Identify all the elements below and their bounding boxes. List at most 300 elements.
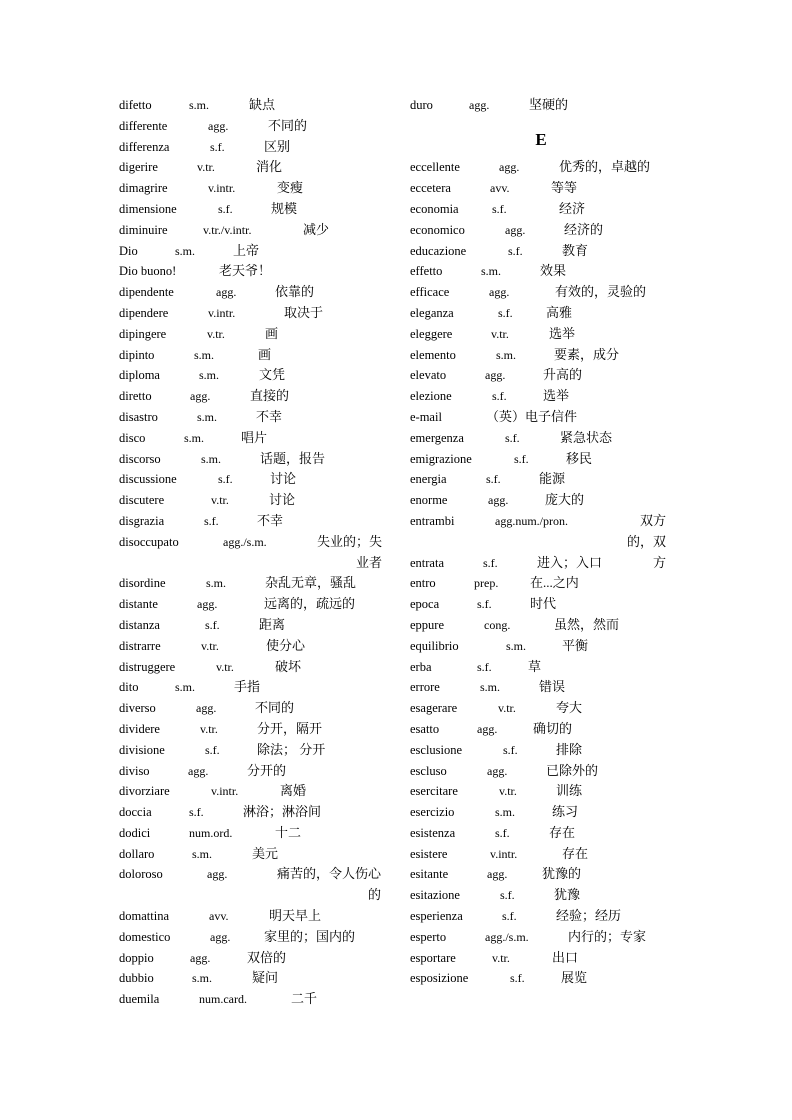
translation: 淋浴；淋浴间 — [243, 804, 322, 820]
part-of-speech: s.m. — [481, 264, 502, 279]
entry-doppio — [119, 948, 387, 969]
headword: diploma — [119, 368, 160, 383]
translation: 老天爷！ — [219, 263, 272, 279]
translation: 时代 — [530, 596, 557, 612]
translation: 不同的 — [255, 700, 295, 716]
translation: 使分心 — [266, 637, 306, 653]
part-of-speech: v.tr. — [201, 638, 219, 653]
headword: disastro — [119, 409, 158, 424]
translation: 变瘦 — [277, 180, 304, 196]
part-of-speech: agg. — [487, 763, 508, 778]
headword: erba — [410, 659, 432, 674]
part-of-speech: agg. — [469, 98, 490, 112]
translation: 练习 — [552, 804, 579, 820]
entry-diviso — [119, 761, 387, 782]
part-of-speech: s.m. — [189, 98, 210, 112]
headword: esistere — [410, 846, 448, 861]
headword: eleggere — [410, 326, 453, 341]
translation: 等等 — [551, 180, 578, 196]
translation: 缺点 — [249, 97, 276, 112]
headword: divisione — [119, 742, 165, 757]
headword: entro — [410, 576, 436, 591]
headword: equilibrio — [410, 638, 459, 653]
part-of-speech: v.tr. — [200, 721, 218, 736]
entry-e-mail — [410, 407, 672, 428]
entry-diminuire — [119, 220, 387, 241]
part-of-speech: agg. — [488, 493, 509, 508]
part-of-speech: s.m. — [197, 409, 218, 424]
entry-esatto — [410, 719, 672, 740]
part-of-speech: v.intr. — [208, 181, 236, 196]
translation: 选举 — [549, 325, 576, 341]
entry-dipendere — [119, 303, 387, 324]
translation: 内行的；专家 — [568, 928, 647, 944]
entry-disoccupato — [119, 532, 387, 574]
entry-eccellente — [410, 157, 672, 178]
translation: 选举 — [543, 388, 570, 404]
entry-enorme — [410, 490, 672, 511]
headword: disgrazia — [119, 513, 165, 528]
translation: 经济的 — [564, 221, 604, 237]
headword: energia — [410, 472, 447, 487]
part-of-speech: s.m. — [480, 680, 501, 695]
translation: 明天早上 — [269, 908, 322, 924]
translation: （英）电子信件 — [486, 408, 578, 424]
part-of-speech: s.f. — [218, 472, 233, 487]
entry-distrarre — [119, 636, 387, 657]
entry-dollaro — [119, 844, 387, 865]
translation: 教育 — [562, 242, 589, 258]
headword: esportare — [410, 950, 456, 965]
part-of-speech: s.m. — [206, 576, 227, 591]
part-of-speech: s.m. — [199, 368, 220, 383]
part-of-speech: s.f. — [210, 139, 225, 154]
part-of-speech: agg. — [197, 597, 218, 612]
entry-disordine — [119, 573, 387, 594]
headword: discorso — [119, 451, 161, 466]
headword: effetto — [410, 264, 443, 279]
part-of-speech: v.tr. — [207, 326, 225, 341]
translation: 犹豫的 — [542, 866, 582, 882]
part-of-speech: s.f. — [510, 971, 525, 986]
translation: 直接的 — [250, 388, 290, 404]
translation: 分开的 — [247, 762, 287, 778]
headword: eppure — [410, 617, 445, 632]
entry-dipendente — [119, 282, 387, 303]
headword: esperto — [410, 929, 447, 944]
headword: esitazione — [410, 888, 460, 903]
headword: eleganza — [410, 305, 454, 320]
entry-elevato — [410, 365, 672, 386]
translation: 上帝 — [233, 242, 260, 258]
entry-esposizione — [410, 968, 672, 989]
headword: esercizio — [410, 805, 455, 820]
headword: disordine — [119, 576, 166, 591]
translation: 分开，隔开 — [257, 720, 323, 736]
entry-doloroso — [119, 864, 387, 906]
part-of-speech: agg. — [477, 721, 498, 736]
headword: dipendente — [119, 285, 174, 300]
part-of-speech: s.f. — [477, 659, 492, 674]
part-of-speech: agg.num./pron. — [495, 513, 568, 528]
headword: elevato — [410, 368, 447, 383]
translation: 有效的，灵验的 — [555, 284, 647, 300]
entry-effetto — [410, 261, 672, 282]
part-of-speech: v.tr./v.intr. — [203, 222, 252, 237]
headword: duemila — [119, 992, 160, 1007]
entry-diploma — [119, 365, 387, 386]
headword: efficace — [410, 285, 450, 300]
translation: 错误 — [539, 679, 566, 695]
headword: digerire — [119, 160, 158, 175]
entry-distante — [119, 594, 387, 615]
translation: 存在 — [549, 824, 576, 840]
translation: 坚硬的 — [529, 97, 569, 112]
part-of-speech: s.f. — [505, 430, 520, 445]
translation: 要素，成分 — [554, 346, 620, 362]
part-of-speech: v.intr. — [490, 846, 518, 861]
part-of-speech: s.f. — [508, 243, 523, 258]
translation: 距离 — [259, 616, 286, 632]
translation: 已除外的 — [546, 762, 599, 778]
headword: differenza — [119, 139, 170, 154]
part-of-speech: s.m. — [192, 846, 213, 861]
headword: esagerare — [410, 701, 458, 716]
entry-doccia — [119, 802, 387, 823]
translation: 训练 — [556, 783, 583, 799]
translation: 疑问 — [252, 970, 279, 986]
headword: e-mail — [410, 409, 442, 424]
headword: doloroso — [119, 867, 163, 882]
entry-esistenza — [410, 823, 672, 844]
translation: 在...之内 — [530, 575, 579, 591]
headword: distruggere — [119, 659, 176, 674]
translation: 经济 — [559, 200, 586, 216]
part-of-speech: s.f. — [486, 472, 501, 487]
entry-distanza — [119, 615, 387, 636]
part-of-speech: agg. — [207, 867, 228, 882]
translation: 展览 — [561, 970, 588, 986]
entry-eleganza — [410, 303, 672, 324]
part-of-speech: s.m. — [184, 430, 205, 445]
entry-equilibrio — [410, 636, 672, 657]
translation: 失业的；失业者 — [316, 533, 382, 570]
entry-esistere — [410, 844, 672, 865]
left-column — [119, 95, 387, 1010]
entry-disco — [119, 428, 387, 449]
translation: 画 — [265, 325, 279, 341]
part-of-speech: v.intr. — [208, 305, 236, 320]
entry-esercizio — [410, 802, 672, 823]
headword: errore — [410, 680, 440, 695]
entry-dubbio — [119, 968, 387, 989]
entry-energia — [410, 469, 672, 490]
entry-esitazione — [410, 885, 672, 906]
headword: entrambi — [410, 513, 455, 528]
part-of-speech: s.f. — [189, 805, 204, 820]
translation: 存在 — [562, 845, 589, 861]
part-of-speech: avv. — [209, 909, 229, 924]
headword: diretto — [119, 389, 152, 404]
entry-elemento — [410, 345, 672, 366]
entry-economia — [410, 199, 672, 220]
translation: 区别 — [264, 138, 291, 154]
entry-dipingere — [119, 324, 387, 345]
entry-dividere — [119, 719, 387, 740]
headword: dimensione — [119, 201, 177, 216]
entry-dito — [119, 677, 387, 698]
translation: 移民 — [566, 450, 593, 466]
part-of-speech: v.tr. — [499, 784, 517, 799]
part-of-speech: agg./s.m. — [223, 534, 267, 549]
translation: 经验；经历 — [556, 908, 622, 924]
translation: 虽然，然而 — [554, 616, 620, 632]
part-of-speech: s.m. — [506, 638, 527, 653]
entry-disastro — [119, 407, 387, 428]
part-of-speech: prep. — [474, 576, 499, 591]
part-of-speech: s.f. — [477, 597, 492, 612]
part-of-speech: s.m. — [194, 347, 215, 362]
part-of-speech: v.tr. — [491, 326, 509, 341]
entry-divisione — [119, 740, 387, 761]
entry-emergenza — [410, 428, 672, 449]
right-column — [410, 95, 672, 989]
translation: 犹豫 — [554, 887, 581, 903]
headword: dipendere — [119, 305, 169, 320]
entry-entrata — [410, 553, 672, 574]
part-of-speech: v.tr. — [197, 160, 215, 175]
translation: 杂乱无章，骚乱 — [265, 575, 357, 591]
entry-educazione — [410, 241, 672, 262]
part-of-speech: s.f. — [492, 389, 507, 404]
entry-esagerare — [410, 698, 672, 719]
part-of-speech: avv. — [490, 181, 510, 196]
entry-dimensione — [119, 199, 387, 220]
entry-duemila — [119, 989, 387, 1010]
part-of-speech: s.f. — [205, 742, 220, 757]
part-of-speech: agg. — [190, 389, 211, 404]
headword: eccellente — [410, 160, 460, 175]
part-of-speech: s.m. — [192, 971, 213, 986]
translation: 离婚 — [280, 783, 307, 799]
translation: 进入；入口 — [537, 554, 603, 570]
part-of-speech: s.m. — [495, 805, 516, 820]
headword: dipinto — [119, 347, 155, 362]
translation: 依靠的 — [275, 284, 315, 300]
entry-eccetera — [410, 178, 672, 199]
translation: 出口 — [552, 949, 579, 965]
part-of-speech: v.tr. — [498, 701, 516, 716]
entry-efficace — [410, 282, 672, 303]
part-of-speech: cong. — [484, 617, 511, 632]
headword: epoca — [410, 597, 440, 612]
translation: 紧急状态 — [560, 429, 613, 445]
translation: 高雅 — [546, 304, 573, 320]
translation: 破坏 — [275, 658, 302, 674]
part-of-speech: s.m. — [496, 347, 517, 362]
entry-differenza — [119, 137, 387, 158]
part-of-speech: s.f. — [503, 742, 518, 757]
entry-eppure — [410, 615, 672, 636]
part-of-speech: s.f. — [218, 201, 233, 216]
translation: 远离的，疏远的 — [264, 596, 356, 612]
translation: 不幸 — [257, 512, 284, 528]
headword: Dio — [119, 243, 138, 258]
part-of-speech: agg. — [196, 701, 217, 716]
headword: dipingere — [119, 326, 167, 341]
translation: 夸大 — [556, 700, 583, 716]
translation: 规模 — [271, 200, 298, 216]
headword: disco — [119, 430, 146, 445]
translation: 讨论 — [269, 492, 296, 508]
entry-dipinto — [119, 345, 387, 366]
entry-entro — [410, 573, 672, 594]
translation: 话题，报告 — [260, 450, 326, 466]
entry-esperienza — [410, 906, 672, 927]
headword: dividere — [119, 721, 160, 736]
entry-discorso — [119, 449, 387, 470]
headword: domattina — [119, 909, 169, 924]
headword: escluso — [410, 763, 447, 778]
entry-duro — [410, 95, 672, 116]
translation: 能源 — [539, 471, 566, 487]
translation: 家里的；国内的 — [264, 928, 356, 944]
part-of-speech: agg./s.m. — [485, 929, 529, 944]
translation: 效果 — [540, 263, 567, 279]
part-of-speech: agg. — [188, 763, 209, 778]
headword: esercitare — [410, 784, 458, 799]
part-of-speech: v.tr. — [492, 950, 510, 965]
part-of-speech: agg. — [216, 285, 237, 300]
part-of-speech: num.ord. — [189, 825, 233, 840]
entry-errore — [410, 677, 672, 698]
part-of-speech: s.f. — [495, 825, 510, 840]
translation: 双倍的 — [247, 949, 287, 965]
headword: enorme — [410, 493, 448, 508]
part-of-speech: s.m. — [175, 243, 196, 258]
part-of-speech: agg. — [499, 160, 520, 175]
headword: doccia — [119, 805, 152, 820]
translation: 文凭 — [259, 367, 286, 383]
translation: 除法； 分开 — [257, 741, 326, 757]
translation: 减少 — [303, 221, 330, 237]
translation: 优秀的，卓越的 — [559, 159, 651, 175]
headword: emergenza — [410, 430, 464, 445]
headword: domestico — [119, 929, 171, 944]
headword: esclusione — [410, 742, 463, 757]
entry-dio-buono — [119, 261, 387, 282]
part-of-speech: s.f. — [502, 909, 517, 924]
translation: 草 — [528, 658, 542, 674]
headword: duro — [410, 98, 433, 112]
entry-esportare — [410, 948, 672, 969]
entry-domattina — [119, 906, 387, 927]
part-of-speech: agg. — [485, 368, 506, 383]
entry-esercitare — [410, 781, 672, 802]
entry-dimagrire — [119, 178, 387, 199]
headword: diviso — [119, 763, 150, 778]
entry-differente — [119, 116, 387, 137]
entry-dodici — [119, 823, 387, 844]
part-of-speech: s.f. — [500, 888, 515, 903]
entry-discutere — [119, 490, 387, 511]
part-of-speech: agg. — [208, 118, 229, 133]
headword: Dio buono! — [119, 264, 177, 279]
headword: dollaro — [119, 846, 155, 861]
part-of-speech: s.f. — [498, 305, 513, 320]
part-of-speech: num.card. — [199, 992, 247, 1007]
part-of-speech: s.m. — [175, 680, 196, 695]
headword: dimagrire — [119, 181, 168, 196]
entry-divorziare — [119, 781, 387, 802]
entry-distruggere — [119, 657, 387, 678]
translation: 不同的 — [268, 117, 308, 133]
entry-esperto — [410, 927, 672, 948]
headword: doppio — [119, 950, 154, 965]
headword: distante — [119, 597, 158, 612]
headword: esposizione — [410, 971, 469, 986]
headword: discussione — [119, 472, 177, 487]
section-letter-heading: E — [535, 129, 547, 149]
translation: 不幸 — [256, 408, 283, 424]
translation: 双方的，双方 — [626, 512, 666, 570]
headword: economico — [410, 222, 465, 237]
headword: dubbio — [119, 971, 154, 986]
part-of-speech: v.tr. — [211, 493, 229, 508]
entry-epoca — [410, 594, 672, 615]
headword: esperienza — [410, 909, 463, 924]
entry-emigrazione — [410, 449, 672, 470]
part-of-speech: s.f. — [204, 513, 219, 528]
headword: economia — [410, 201, 459, 216]
headword: emigrazione — [410, 451, 472, 466]
part-of-speech: s.m. — [201, 451, 222, 466]
translation: 唱片 — [241, 429, 268, 445]
translation: 手指 — [234, 679, 261, 695]
translation: 画 — [258, 346, 272, 362]
entry-diretto — [119, 386, 387, 407]
part-of-speech: s.f. — [514, 451, 529, 466]
headword: dodici — [119, 825, 151, 840]
translation: 讨论 — [270, 471, 297, 487]
part-of-speech: agg. — [487, 867, 508, 882]
entry-economico — [410, 220, 672, 241]
entry-difetto — [119, 95, 387, 116]
part-of-speech: agg. — [505, 222, 526, 237]
headword: distanza — [119, 617, 160, 632]
translation: 取决于 — [284, 304, 324, 320]
entry-dio — [119, 241, 387, 262]
entry-erba — [410, 657, 672, 678]
translation: 消化 — [256, 159, 283, 175]
translation: 确切的 — [533, 720, 573, 736]
entry-esitante — [410, 864, 672, 885]
translation: 排除 — [556, 741, 583, 757]
part-of-speech: agg. — [190, 950, 211, 965]
headword: eccetera — [410, 181, 451, 196]
translation: 平衡 — [562, 637, 589, 653]
headword: diminuire — [119, 222, 168, 237]
entry-escluso — [410, 761, 672, 782]
part-of-speech: v.tr. — [216, 659, 234, 674]
part-of-speech: s.f. — [492, 201, 507, 216]
headword: dito — [119, 680, 139, 695]
headword: difetto — [119, 98, 152, 112]
headword: elezione — [410, 389, 452, 404]
entry-eleggere — [410, 324, 672, 345]
headword: distrarre — [119, 638, 161, 653]
translation: 升高的 — [543, 367, 583, 383]
